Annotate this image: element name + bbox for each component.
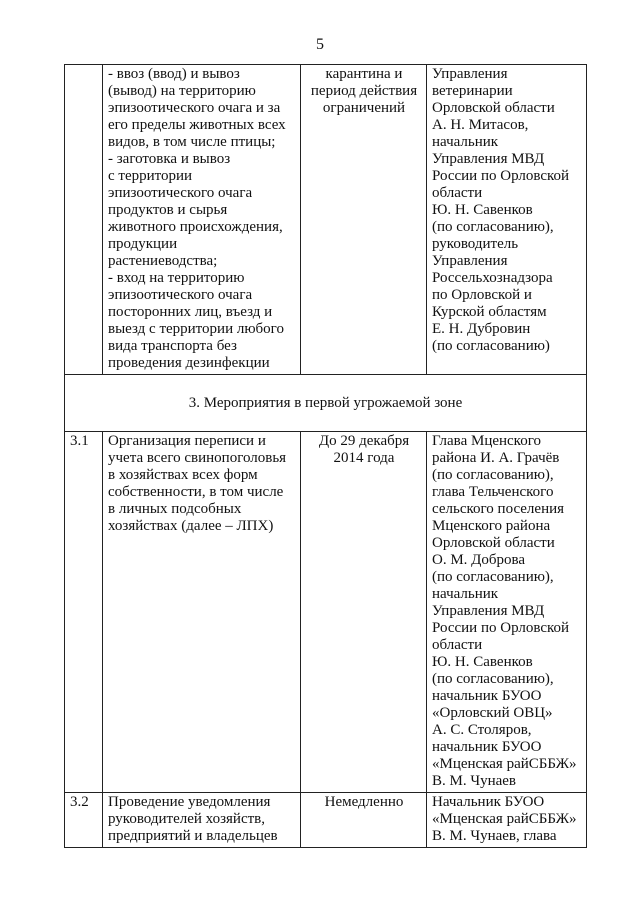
table-row (65, 432, 587, 793)
cell-line: России по Орловской (432, 620, 570, 636)
cell-line: (по согласованию), (432, 219, 554, 235)
cell-line: Управления (432, 253, 508, 269)
cell-line: Немедленно (324, 794, 404, 810)
cell-line: карантина и (325, 66, 403, 82)
measure-cell (103, 432, 301, 793)
cell-line: - вход на территорию (108, 270, 245, 286)
cell-line: А. С. Столяров, (432, 722, 532, 738)
cell-line: Курской областям (432, 304, 547, 320)
cell-line: руководителей хозяйств, (108, 811, 265, 827)
cell-line: (по согласованию), (432, 569, 554, 585)
cell-line: 2014 года (333, 450, 395, 466)
cell-line: Ю. Н. Савенков (432, 654, 533, 670)
cell-line: Начальник БУОО (432, 794, 545, 810)
responsible-cell (427, 432, 587, 793)
term-cell (301, 65, 427, 375)
cell-line: проведения дезинфекции (108, 355, 270, 371)
cell-line: Е. Н. Дубровин (432, 321, 531, 337)
section-title: 3. Мероприятия в первой угрожаемой зоне (65, 375, 587, 432)
cell-line: эпизоотического очага и за (108, 100, 281, 116)
cell-line: видов, в том числе птицы; (108, 134, 276, 150)
cell-line: «Мценская райСББЖ» (432, 756, 577, 772)
cell-line: района И. А. Грачёв (432, 450, 560, 466)
cell-line: области (432, 185, 483, 201)
cell-line: Управления МВД (432, 151, 545, 167)
cell-line: начальник БУОО (432, 688, 542, 704)
cell-line: ограничений (322, 100, 406, 116)
responsible-cell (427, 793, 587, 848)
cell-line: «Орловский ОВЦ» (432, 705, 553, 721)
cell-line: в личных подсобных (108, 501, 242, 517)
cell-line: животного происхождения, (108, 219, 283, 235)
section-header-row (65, 375, 587, 432)
cell-line: период действия (310, 83, 418, 99)
cell-line: области (432, 637, 483, 653)
cell-line: вида транспорта без (108, 338, 237, 354)
cell-line: Орловской области (432, 535, 555, 551)
cell-line: хозяйствах (далее – ЛПХ) (108, 518, 274, 534)
cell-line: сельского поселения (432, 501, 565, 517)
cell-line: эпизоотического очага (108, 287, 253, 303)
cell-line: «Мценская райСББЖ» (432, 811, 577, 827)
responsible-cell (427, 65, 587, 375)
cell-line: начальник (432, 134, 499, 150)
cell-line: Управления (432, 66, 508, 82)
cell-line: собственности, в том числе (108, 484, 284, 500)
measures-table (64, 64, 587, 848)
cell-line: - заготовка и вывоз (108, 151, 231, 167)
cell-line: с территории (108, 168, 193, 184)
term-cell (301, 793, 427, 848)
cell-line: эпизоотического очага (108, 185, 253, 201)
cell-line: растениеводства; (108, 253, 218, 269)
cell-line: Проведение уведомления (108, 794, 271, 810)
term-cell (301, 432, 427, 793)
cell-line: посторонних лиц, въезд и (108, 304, 273, 320)
table-row (65, 793, 587, 848)
cell-line: начальник БУОО (432, 739, 542, 755)
cell-line: руководитель (432, 236, 519, 252)
cell-line: Управления МВД (432, 603, 545, 619)
cell-line: В. М. Чунаев (432, 773, 517, 789)
cell-line: его пределы животных всех (108, 117, 286, 133)
cell-line: (по согласованию), (432, 467, 554, 483)
cell-line: в хозяйствах всех форм (108, 467, 258, 483)
cell-line: (вывод) на территорию (108, 83, 256, 99)
cell-line: ветеринарии (432, 83, 513, 99)
row-number-cell (65, 65, 103, 375)
cell-line: выезд с территории любого (108, 321, 284, 337)
cell-line: глава Тельченского (432, 484, 554, 500)
table-row (65, 65, 587, 375)
cell-line: (по согласованию), (432, 671, 554, 687)
cell-line: Глава Мценского (432, 433, 541, 449)
measure-cell (103, 65, 301, 375)
cell-line: Организация переписи и (108, 433, 266, 449)
cell-line: по Орловской и (432, 287, 532, 303)
cell-line: предприятий и владельцев (108, 828, 278, 844)
cell-line: Мценского района (432, 518, 551, 534)
row-number-cell: 3.2 (65, 793, 103, 848)
cell-line: - ввоз (ввод) и вывоз (108, 66, 240, 82)
cell-line: А. Н. Митасов, (432, 117, 529, 133)
cell-line: Россельхознадзора (432, 270, 553, 286)
cell-line: (по согласованию) (432, 338, 550, 354)
page-number: 5 (316, 36, 324, 53)
cell-line: Орловской области (432, 100, 555, 116)
cell-line: продукции (108, 236, 178, 252)
cell-line: Ю. Н. Савенков (432, 202, 533, 218)
cell-line: учета всего свинопоголовья (108, 450, 287, 466)
cell-line: В. М. Чунаев, глава (432, 828, 557, 844)
cell-line: начальник (432, 586, 499, 602)
cell-line: О. М. Доброва (432, 552, 526, 568)
measure-cell (103, 793, 301, 848)
row-number-cell: 3.1 (65, 432, 103, 793)
cell-line: продуктов и сырья (108, 202, 228, 218)
cell-line: России по Орловской (432, 168, 570, 184)
cell-line: До 29 декабря (318, 433, 410, 449)
